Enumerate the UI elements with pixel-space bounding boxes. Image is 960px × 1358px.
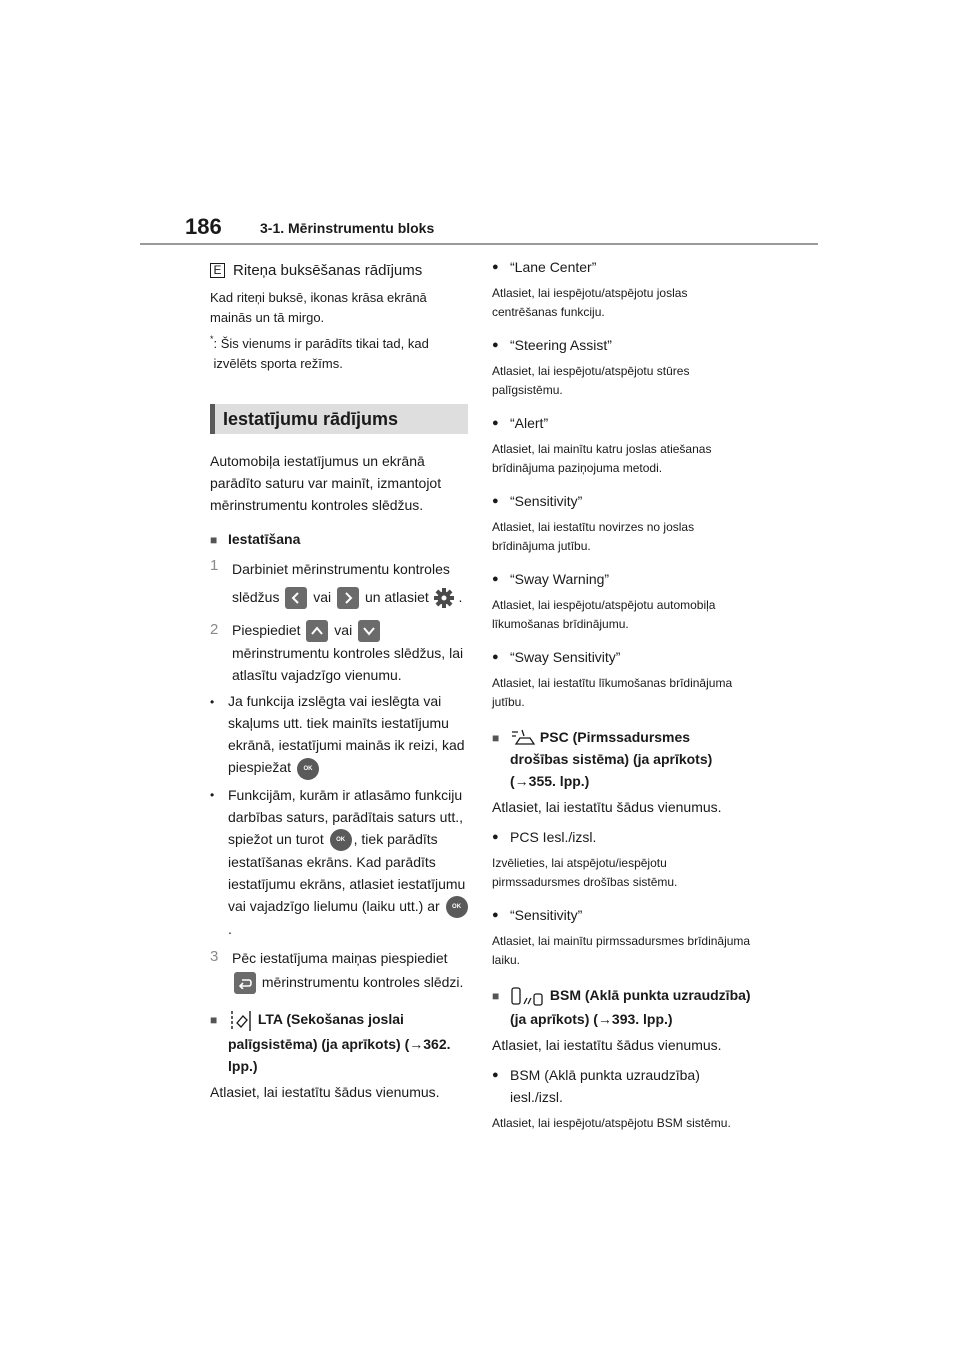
list-item-description: Atlasiet, lai iespējotu/atspējotu stūres palīgsistēmu.: [492, 364, 690, 397]
step-1: [210, 555, 470, 611]
bullet-2-text-b: , tiek parādīts iestatīšanas ekrāns. Kad parādīts iestatījumu ekrāns, atlasiet iestatījumu vai vajadzīgo lielumu (laiku utt.) ar: [228, 830, 466, 914]
item-letter-badge: E: [210, 263, 225, 278]
bullet-marker: •: [210, 787, 215, 802]
list-item-title-row: [492, 826, 752, 848]
bullet-dot-icon: ●: [492, 909, 499, 922]
step-number: 3: [210, 948, 219, 966]
list-item-title: “Steering Assist”: [510, 337, 612, 353]
list-item: [492, 1064, 752, 1133]
chevron-up-icon: [306, 620, 328, 642]
note-text: : Šis vienums ir parādīts tikai tad, kad izvēlēts sporta režīms.: [213, 336, 429, 371]
lta-heading-text: LTA (Sekošanas joslai palīgsistēma) (ja aprīkots) (→362. lpp.): [228, 1011, 451, 1074]
step-2: [210, 619, 470, 686]
list-item: [492, 412, 752, 478]
step-1-text-c: un atlasiet: [364, 589, 429, 605]
list-item-description: Atlasiet, lai iespējotu/atspējotu BSM sistēmu.: [492, 1115, 731, 1130]
psc-items-list: [492, 826, 752, 970]
bullet-marker: •: [210, 695, 215, 710]
bullet-dot-icon: ●: [492, 495, 499, 507]
list-item-description: Atlasiet, lai iespējotu/atspējotu joslas centrēšanas funkciju.: [492, 286, 688, 319]
list-item-title-row: [492, 490, 752, 512]
list-item: [492, 490, 752, 556]
section-title: 3-1. Mērinstrumentu bloks: [260, 220, 435, 236]
bsm-icon: [510, 987, 550, 1003]
lta-icon: [228, 1011, 258, 1027]
list-item-title: “Sensitivity”: [510, 493, 583, 509]
ok-button-icon: OK: [297, 758, 319, 780]
list-item-title-row: [492, 568, 752, 590]
bsm-intro: Atlasiet, lai iestatītu šādus vienumus.: [492, 1036, 722, 1053]
psc-icon: [510, 729, 540, 745]
settings-display-heading-text: Iestatījumu rādījums: [223, 408, 399, 429]
list-item: [492, 826, 752, 892]
list-item-description: Atlasiet, lai iespējotu/atspējotu automobiļa līkumošanas brīdinājumu.: [492, 598, 716, 631]
step-number: 2: [210, 621, 219, 638]
list-item-title: “Alert”: [510, 415, 549, 431]
bullet-hold-note: [210, 784, 470, 941]
list-item-title-row: [492, 646, 752, 668]
step-2-text-a: Piespiediet: [232, 622, 301, 638]
list-item-description: Atlasiet, lai iestatītu līkumošanas brīdinājuma jutību.: [492, 676, 733, 709]
wheel-slip-title: Riteņa buksēšanas rādījums: [233, 261, 423, 279]
bullet-dot-icon: ●: [492, 1068, 499, 1081]
bullet-toggle-note: [210, 690, 470, 779]
step-1-text-a: Darbiniet mērinstrumentu kontroles slēdžus: [232, 561, 450, 605]
chevron-left-icon: [285, 587, 307, 609]
lta-intro: Atlasiet, lai iestatītu šādus vienumus.: [210, 1083, 440, 1100]
step-2-text: [232, 619, 470, 686]
square-bullet-icon: ■: [492, 731, 500, 745]
settings-intro: Automobiļa iestatījumus un ekrānā parādīto saturu var mainīt, izmantojot mērinstrumentu kontroles slēdžus.: [210, 453, 442, 513]
bullet-2-text-a: Funkcijām, kurām ir atlasāmo funkciju darbības saturs, parādītais saturs utt., spiežot un turot: [228, 786, 464, 847]
psc-subheading: [492, 726, 752, 792]
gear-icon: [433, 589, 459, 605]
settings-display-heading: [210, 404, 468, 434]
list-item-title: “Sway Warning”: [510, 571, 610, 587]
list-item-title: PCS Iesl./izsl.: [510, 829, 597, 846]
step-1-text-d: .: [458, 589, 463, 605]
chevron-down-icon: [358, 620, 380, 642]
bullet-dot-icon: ●: [492, 261, 499, 273]
list-item-description: Atlasiet, lai mainītu pirmssadursmes brīdinājuma laiku.: [492, 934, 751, 968]
chevron-right-icon: [337, 587, 359, 609]
list-item-description: Izvēlieties, lai atspējotu/iespējotu pirmssadursmes drošības sistēmu.: [492, 856, 678, 890]
sport-mode-note: [210, 334, 470, 374]
bsm-subheading: [492, 984, 752, 1029]
bsm-items-list: [492, 1064, 752, 1133]
list-item: [492, 904, 752, 970]
square-bullet-icon: ■: [210, 533, 218, 547]
settings-subheading-text: Iestatīšana: [228, 531, 301, 547]
step-3-text-a: Pēc iestatījuma maiņas piespiediet: [232, 950, 448, 967]
list-item-title-row: [492, 334, 752, 356]
list-item-title: BSM (Aklā punkta uzraudzība) iesl./izsl.: [510, 1066, 700, 1105]
step-1-text: [232, 555, 470, 611]
list-item-title-row: [492, 1064, 752, 1108]
list-item-title: “Lane Center”: [510, 259, 597, 275]
bullet-dot-icon: ●: [492, 573, 499, 585]
bsm-heading-text: BSM (Aklā punkta uzraudzība) (ja aprīkots) (→393. lpp.): [510, 987, 751, 1027]
list-item-title-row: [492, 904, 752, 926]
ok-button-icon: OK: [446, 896, 468, 918]
settings-subheading: [210, 528, 470, 551]
bullet-dot-icon: ●: [492, 651, 499, 663]
step-3: [210, 946, 470, 994]
list-item: [492, 334, 752, 400]
right-column: [492, 256, 752, 1133]
psc-intro: Atlasiet, lai iestatītu šādus vienumus.: [492, 799, 722, 816]
step-1-text-b: vai: [313, 589, 332, 605]
list-item-title-row: [492, 256, 752, 278]
list-item-description: Atlasiet, lai iestatītu novirzes no joslas brīdinājuma jutību.: [492, 520, 695, 553]
header-divider: [140, 243, 818, 245]
ok-button-icon: OK: [330, 829, 352, 851]
list-item-description: Atlasiet, lai mainītu katru joslas atiešanas brīdinājuma paziņojuma metodi.: [492, 442, 712, 475]
bullet-1-text: Ja funkcija izslēgta vai ieslēgta vai skaļums utt. tiek mainīts iestatījumu ekrānā, iestatījumi mainās ik reizi, kad piespiežat: [228, 693, 465, 776]
page-number: 186: [185, 214, 222, 239]
square-bullet-icon: ■: [492, 989, 500, 1004]
step-3-text-b: mērinstrumentu kontroles slēdzi.: [261, 974, 464, 991]
bullet-2-text-c: .: [228, 921, 232, 938]
back-arrow-icon: [234, 972, 256, 994]
list-item-title-row: [492, 412, 752, 434]
list-item-title: “Sensitivity”: [510, 907, 583, 924]
list-item-title: “Sway Sensitivity”: [510, 649, 621, 665]
list-item: [492, 568, 752, 634]
lta-subheading: [210, 1008, 470, 1076]
wheel-slip-item-title: [210, 260, 470, 280]
square-bullet-icon: ■: [210, 1013, 218, 1028]
left-column: [210, 260, 470, 1103]
bullet-dot-icon: ●: [492, 831, 499, 844]
wheel-slip-description: Kad riteņi buksē, ikonas krāsa ekrānā mainās un tā mirgo.: [210, 290, 427, 325]
step-number: 1: [210, 557, 219, 574]
list-item: [492, 646, 752, 712]
step-2-text-b: vai: [334, 622, 353, 638]
lta-items-list: [492, 256, 752, 712]
note-asterisk: *: [210, 334, 214, 344]
list-item: [492, 256, 752, 322]
bullet-dot-icon: ●: [492, 339, 499, 351]
bullet-dot-icon: ●: [492, 417, 499, 429]
step-2-text-c: mērinstrumentu kontroles slēdžus, lai atlasītu vajadzīgo vienumu.: [232, 645, 464, 684]
psc-heading-text: PSC (Pirmssadursmes drošības sistēma) (ja aprīkots) (→355. lpp.): [510, 729, 713, 790]
